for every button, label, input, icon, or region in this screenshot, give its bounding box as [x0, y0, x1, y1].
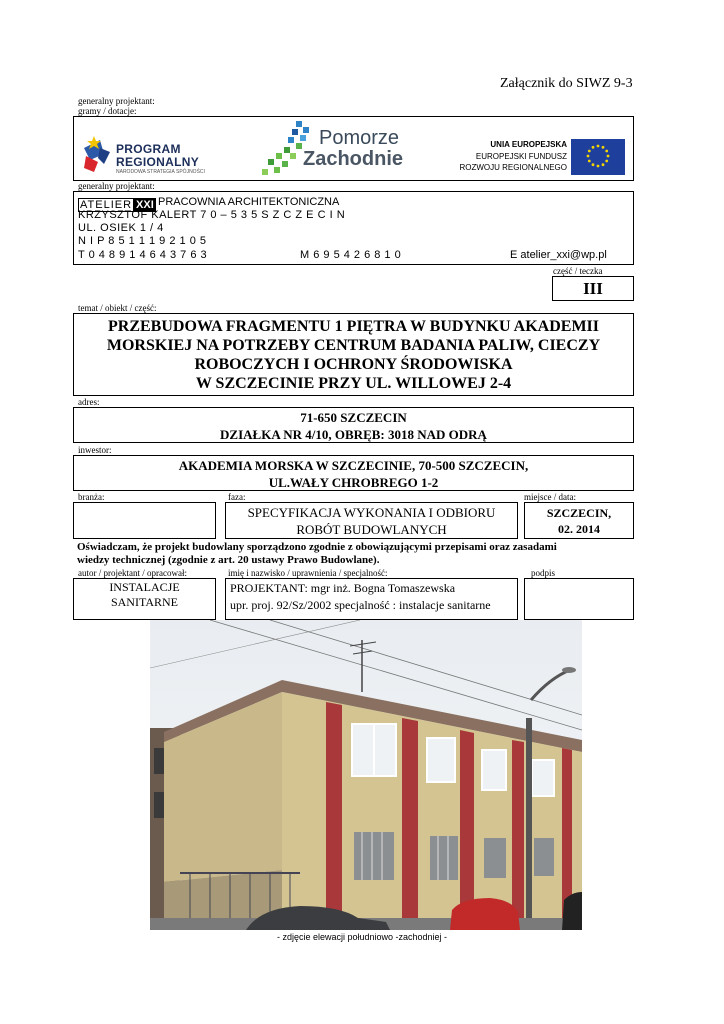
industry-box	[73, 502, 216, 539]
program-line3: NARODOWA STRATEGIA SPÓJNOŚCI	[116, 169, 205, 175]
pomorze-zachodnie-logo	[262, 119, 422, 179]
grants-logos-box	[73, 116, 634, 181]
investor-line2: UL.WAŁY CHROBREGO 1-2	[268, 475, 439, 490]
program-regionalny-logo	[80, 132, 230, 176]
building-photo-svg	[150, 620, 582, 930]
subject-line3: ROBOCZYCH I OCHRONY ŚRODOWISKA	[194, 356, 513, 373]
signature-label: podpis	[531, 568, 556, 578]
address-label: adres:	[78, 397, 100, 407]
author-box	[73, 578, 216, 620]
part-folder-label: część / teczka	[553, 266, 603, 276]
designer-studio: PRACOWNIA ARCHITEKTONICZNA	[158, 196, 340, 208]
designer-person-line1: PROJEKTANT: mgr inż. Bogna Tomaszewska	[230, 581, 456, 595]
date-line: 02. 2014	[558, 522, 600, 536]
address-line2: DZIAŁKA NR 4/10, OBRĘB: 3018 NAD ODRĄ	[220, 427, 487, 442]
general-designer-label: generalny projektant:	[78, 181, 155, 191]
designer-street: UL. OSIEK 1 / 4	[78, 222, 164, 234]
industry-label: branża:	[78, 492, 105, 502]
subject-line1: PRZEBUDOWA FRAGMENTU 1 PIĘTRA W BUDYNKU AKADEMII	[107, 318, 599, 335]
phase-line2: ROBÓT BUDOWLANYCH	[296, 522, 447, 537]
designer-phone: T 0 4 8 9 1 4 6 4 3 7 6 3	[78, 249, 208, 261]
signature-box	[524, 578, 634, 620]
address-box	[73, 407, 634, 443]
pomorze-line2: Zachodnie	[303, 148, 404, 170]
general-designer-label-top: generalny projektant:	[78, 96, 155, 106]
phase-line1: SPECYFIKACJA WYKONANIA I ODBIORU	[247, 505, 496, 520]
declaration-line1: Oświadczam, że projekt budowlany sporządzono zgodnie z obowiązującymi przepisami oraz zasadami	[77, 541, 557, 553]
designer-email: E atelier_xxi@wp.pl	[510, 249, 607, 261]
author-line2: SANITARNE	[110, 595, 179, 609]
folder-number-box	[552, 276, 634, 301]
building-photo	[150, 620, 582, 930]
eu-line1: UNIA EUROPEJSKA	[490, 140, 567, 149]
photo-caption: - zdjęcie elewacji południowo -zachodniej -	[276, 932, 448, 942]
subject-line2: MORSKIEJ NA POTRZEBY CENTRUM BADANIA PALIW, CIECZY	[106, 337, 601, 354]
declaration	[77, 541, 557, 567]
address-line1: 71-650 SZCZECIN	[300, 410, 407, 425]
name-title-label: imię i nazwisko / uprawnienia / specjalność:	[228, 568, 388, 578]
program-line2: REGIONALNY	[116, 155, 200, 169]
grants-label: gramy / dotacje:	[78, 106, 137, 116]
declaration-line2: wiedzy technicznej (zgodnie z art. 20 ustawy Prawo Budowlane).	[77, 554, 380, 566]
designer-address-city: KRZYSZTOF KALERT 7 0 – 5 3 5 S Z C Z E C I N	[78, 209, 346, 221]
author-label: autor / projektant / opracował:	[78, 568, 187, 578]
eu-line2: EUROPEJSKI FUNDUSZ	[475, 152, 567, 161]
pomorze-line1: Pomorze	[319, 127, 400, 149]
eu-line3: ROZWOJU REGIONALNEGO	[459, 163, 567, 172]
subject-label: temat / obiekt / część:	[78, 303, 157, 313]
investor-line1: AKADEMIA MORSKA W SZCZECINIE, 70-500 SZCZECIN,	[178, 458, 529, 473]
investor-box	[73, 455, 634, 491]
place-line: SZCZECIN,	[546, 506, 612, 520]
subject-line4: W SZCZECINIE PRZY UL. WILLOWEJ 2-4	[195, 375, 512, 392]
designer-person-line2: upr. proj. 92/Sz/2002 specjalność : instalacje sanitarne	[230, 598, 491, 612]
phase-box	[225, 502, 518, 539]
designer-nip: N I P 8 5 1 1 1 9 2 1 0 5	[78, 235, 207, 247]
atelier-logo	[78, 195, 156, 209]
designer-box	[73, 191, 634, 265]
investor-label: inwestor:	[78, 445, 112, 455]
atelier-logo-xxi: XXI	[136, 199, 154, 211]
author-line1: INSTALACJE	[109, 580, 180, 594]
designer-person-box	[225, 578, 518, 620]
annex-title: Załącznik do SIWZ 9-3	[500, 76, 633, 91]
place-date-box	[524, 502, 634, 539]
atelier-logo-text: ATELIER	[80, 199, 133, 211]
subject-box	[73, 313, 634, 396]
eu-fund-logo	[459, 137, 631, 177]
place-date-label: miejsce / data:	[524, 492, 576, 502]
folder-number: III	[583, 279, 603, 298]
phase-label: faza:	[228, 492, 246, 502]
program-regionalny-star-icon	[80, 134, 112, 174]
eu-flag-icon	[571, 139, 625, 175]
program-line1: PROGRAM	[116, 142, 181, 156]
designer-mobile: M 6 9 5 4 2 6 8 1 0	[300, 249, 402, 261]
